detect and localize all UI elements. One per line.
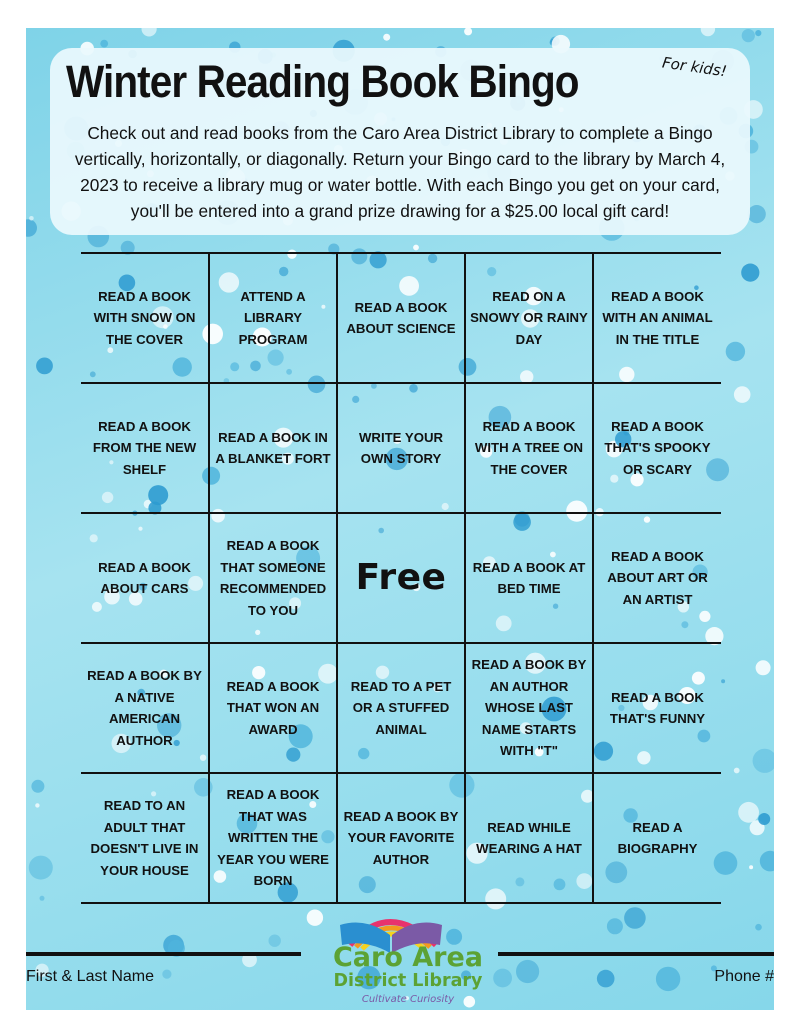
page-title: Winter Reading Book Bingo: [66, 56, 579, 107]
instructions-text: Check out and read books from the Caro Area District Library to complete a Bingo vertically, horizontally, or diagonally. Return your Bingo card to the library by March 4, 2023 to receive a library mug or water bottle. With each Bingo you get on your card, you'll be entered into a grand prize drawing for a $25.00 local gift card!: [74, 123, 726, 221]
phone-field-label: Phone #: [714, 968, 774, 985]
snow-dot: [36, 358, 53, 375]
snow-dot: [721, 679, 725, 683]
bingo-row: [81, 383, 721, 513]
bingo-square: READ A BOOK WITH AN ANIMAL IN THE TITLE: [593, 253, 721, 383]
snow-dot: [383, 34, 390, 41]
bingo-card-page: [26, 28, 774, 1010]
bingo-square: READ A BOOK THAT WON AN AWARD: [209, 643, 337, 773]
bingo-row: [81, 773, 721, 903]
bingo-row: [81, 513, 721, 643]
snow-dot: [597, 970, 615, 988]
bingo-square: READ A BOOK THAT SOMEONE RECOMMENDED TO YOU: [209, 513, 337, 643]
snow-dot: [413, 245, 419, 251]
library-logo: [308, 905, 508, 1010]
bingo-row: [81, 253, 721, 383]
bingo-square: READ A BOOK BY A NATIVE AMERICAN AUTHOR: [81, 643, 209, 773]
bingo-square: READ A BOOK WITH SNOW ON THE COVER: [81, 253, 209, 383]
snow-dot: [516, 960, 539, 983]
snow-dot: [29, 856, 53, 880]
name-signature-line: [26, 952, 301, 956]
snow-dot: [755, 924, 762, 931]
bingo-square: READ A BOOK ABOUT ART OR AN ARTIST: [593, 513, 721, 643]
library-name-line1: Caro Area: [332, 942, 484, 973]
snow-dot: [31, 780, 44, 793]
bingo-square: ATTEND A LIBRARY PROGRAM: [209, 253, 337, 383]
bingo-free-space: Free: [337, 513, 465, 643]
bingo-square: READ A BOOK FROM THE NEW SHELF: [81, 383, 209, 513]
bingo-square: READ TO A PET OR A STUFFED ANIMAL: [337, 643, 465, 773]
snow-dot: [656, 967, 680, 991]
snow-dot: [742, 29, 755, 42]
bingo-square: READ TO AN ADULT THAT DOESN'T LIVE IN YOUR HOUSE: [81, 773, 209, 903]
bingo-square: READ A BOOK BY YOUR FAVORITE AUTHOR: [337, 773, 465, 903]
snow-dot: [755, 30, 761, 36]
snow-dot: [726, 342, 745, 361]
snow-dot: [734, 386, 751, 403]
bingo-square: READ ON A SNOWY OR RAINY DAY: [465, 253, 593, 383]
bingo-square: READ A BIOGRAPHY: [593, 773, 721, 903]
bingo-row: [81, 643, 721, 773]
snow-dot: [748, 205, 766, 223]
snow-dot: [624, 907, 646, 929]
snow-dot: [29, 216, 34, 221]
bingo-square: READ A BOOK BY AN AUTHOR WHOSE LAST NAME STARTS WITH "T": [465, 643, 593, 773]
snow-dot: [142, 28, 157, 37]
snow-dot: [40, 896, 45, 901]
snow-dot: [749, 865, 753, 869]
bingo-square: READ A BOOK IN A BLANKET FORT: [209, 383, 337, 513]
snow-dot: [756, 660, 771, 675]
bingo-square: READ A BOOK ABOUT SCIENCE: [337, 253, 465, 383]
bingo-square: READ A BOOK THAT'S FUNNY: [593, 643, 721, 773]
bingo-square: READ A BOOK THAT WAS WRITTEN THE YEAR YOU WERE BORN: [209, 773, 337, 903]
bingo-grid: [81, 252, 721, 904]
snow-dot: [464, 28, 472, 35]
bingo-square: READ A BOOK ABOUT CARS: [81, 513, 209, 643]
snow-dot: [701, 28, 715, 36]
snow-dot: [35, 803, 39, 807]
bingo-square: READ A BOOK AT BED TIME: [465, 513, 593, 643]
snow-dot: [753, 749, 774, 773]
snow-dot: [758, 813, 770, 825]
snow-dot: [162, 970, 171, 979]
snow-dot: [607, 918, 623, 934]
library-tagline: Cultivate Curiosity: [361, 994, 455, 1005]
library-name-line2: District Library: [333, 971, 483, 991]
snow-dot: [734, 768, 740, 774]
phone-signature-line: [498, 952, 774, 956]
bingo-square: WRITE YOUR OWN STORY: [337, 383, 465, 513]
bingo-square: READ WHILE WEARING A HAT: [465, 773, 593, 903]
bingo-square: READ A BOOK THAT'S SPOOKY OR SCARY: [593, 383, 721, 513]
snow-dot: [269, 935, 281, 947]
bingo-square: READ A BOOK WITH A TREE ON THE COVER: [465, 383, 593, 513]
snow-dot: [100, 40, 108, 48]
snow-dot: [760, 851, 774, 872]
name-field-label: First & Last Name: [26, 968, 155, 985]
snow-dot: [741, 264, 759, 282]
snow-dot: [738, 802, 759, 823]
snow-dot: [26, 219, 37, 237]
audience-tag: For kids!: [661, 53, 728, 81]
